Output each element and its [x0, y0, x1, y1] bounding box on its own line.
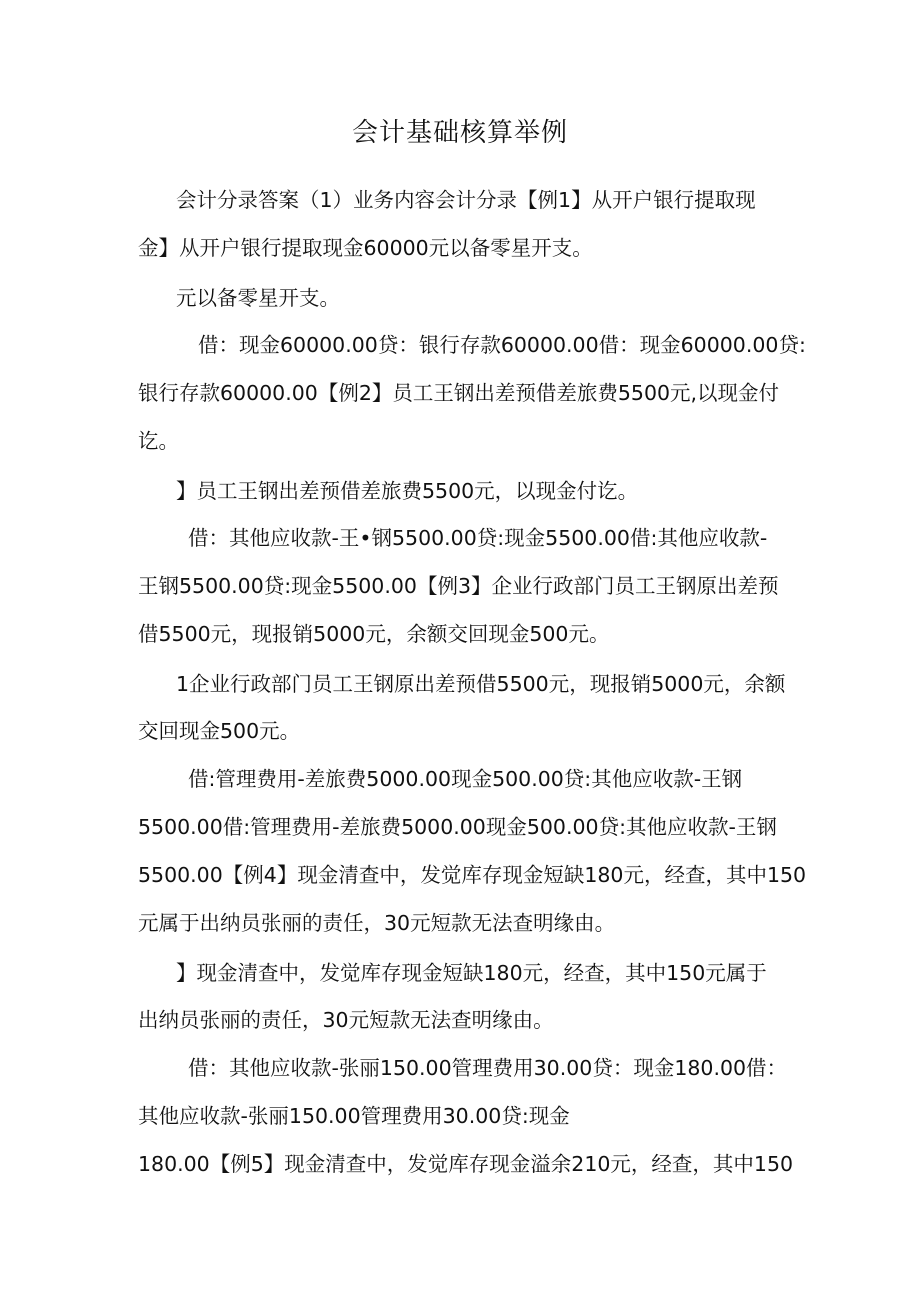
body-line: 180.00【例5】现金清查中，发觉库存现金溢余210元，经查，其中150 — [138, 1152, 794, 1176]
body-line: 交回现金500元。 — [138, 719, 301, 743]
body-line: 元以备零星开支。 — [176, 286, 340, 310]
body-line: 其他应收款-张丽150.00管理费用30.00贷:现金 — [138, 1104, 570, 1128]
body-line: 5500.00【例4】现金清查中，发觉库存现金短缺180元，经查，其中150 — [138, 863, 807, 887]
body-line: 出纳员张丽的责任，30元短款无法查明缘由。 — [138, 1008, 554, 1032]
body-line: 借:管理费用-差旅费5000.00现金500.00贷:其他应收款-王钢 — [188, 767, 743, 791]
body-line: 】现金清查中，发觉库存现金短缺180元，经查，其中150元属于 — [176, 961, 767, 985]
body-line: 会计分录答案（1）业务内容会计分录【例1】从开户银行提取现 — [176, 188, 756, 212]
body-line: 借5500元，现报销5000元，余额交回现金500元。 — [138, 622, 610, 646]
body-line: 5500.00借:管理费用-差旅费5000.00现金500.00贷:其他应收款-王钢 — [138, 815, 777, 839]
body-line: 讫。 — [138, 429, 179, 453]
body-line: 】员工王钢出差预借差旅费5500元，以现金付讫。 — [176, 479, 639, 503]
body-line: 金】从开户银行提取现金60000元以备零星开支。 — [138, 236, 593, 260]
body-line: 1企业行政部门员工王钢原出差预借5500元，现报销5000元，余额 — [176, 672, 786, 696]
body-line: 元属于出纳员张丽的责任，30元短款无法查明缘由。 — [138, 911, 616, 935]
body-line: 王钢5500.00贷:现金5500.00【例3】企业行政部门员工王钢原出差预 — [138, 574, 779, 598]
document-title: 会计基础核算举例 — [351, 118, 568, 148]
body-line: 借：其他应收款-张丽150.00管理费用30.00贷：现金180.00借： — [188, 1056, 788, 1080]
body-line: 借：其他应收款-王•钢5500.00贷:现金5500.00借:其他应收款- — [188, 526, 768, 550]
body-line: 借：现金60000.00贷：银行存款60000.00借：现金60000.00贷: — [198, 333, 806, 357]
body-line: 银行存款60000.00【例2】员工王钢出差预借差旅费5500元,以现金付 — [138, 381, 780, 405]
